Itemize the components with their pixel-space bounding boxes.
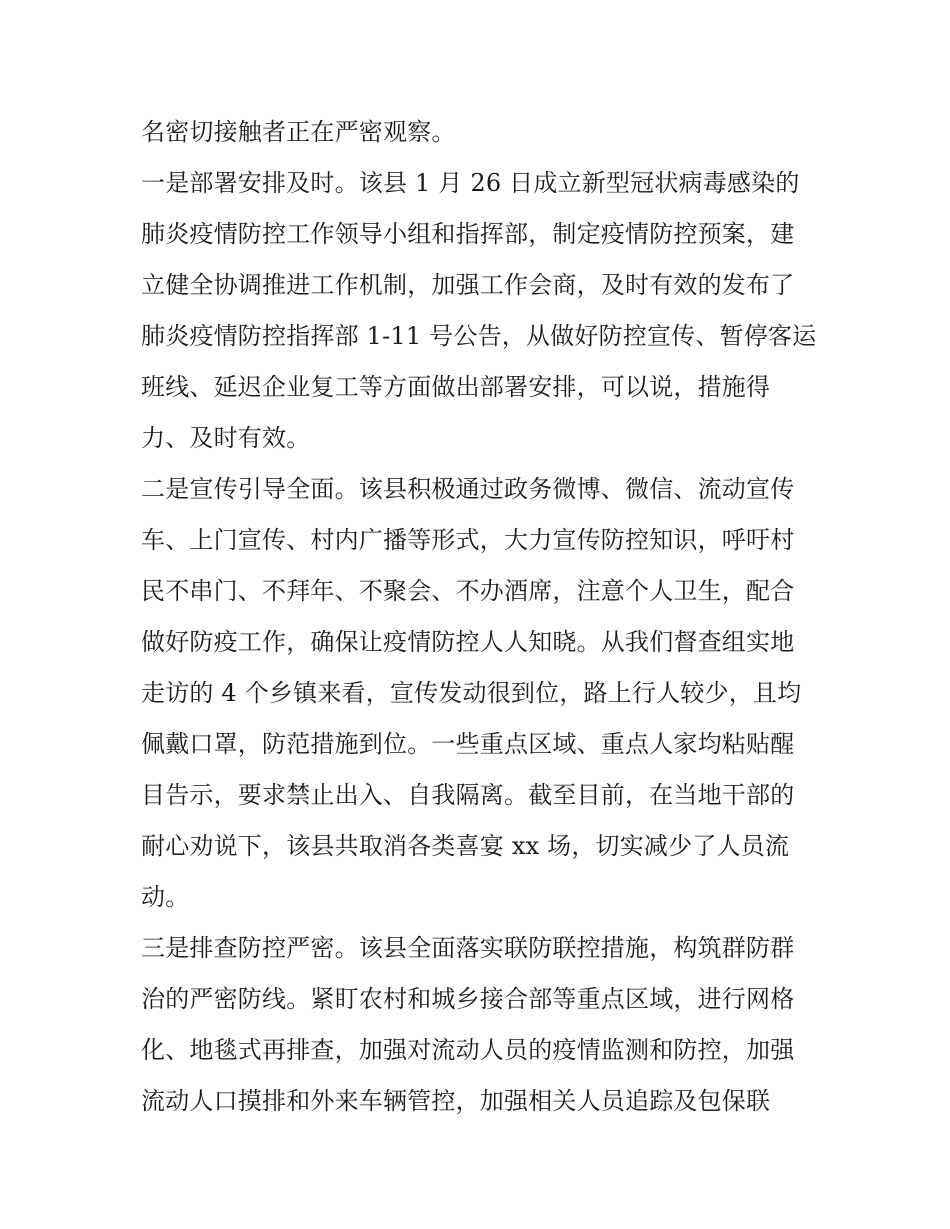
text-line: 一是部署安排及时。该县 1 月 26 日成立新型冠状病毒感染的 (141, 169, 800, 197)
text-line: 动。 (141, 883, 190, 911)
text-line: 三是排查防控严密。该县全面落实联防联控措施，构筑群防群 (141, 934, 795, 962)
text-line: 名密切接触者正在严密观察。 (141, 118, 456, 146)
text-line: 肺炎疫情防控指挥部 1-11 号公告，从做好防控宣传、暂停客运 (141, 322, 817, 350)
text-line: 治的严密防线。紧盯农村和城乡接合部等重点区域，进行网格 (141, 985, 795, 1013)
text-line: 走访的 4 个乡镇来看，宣传发动很到位，路上行人较少，且均 (141, 679, 802, 707)
text-line: 肺炎疫情防控工作领导小组和指挥部，制定疫情防控预案，建 (141, 220, 795, 248)
text-line: 耐心劝说下，该县共取消各类喜宴 xx 场，切实减少了人员流 (141, 832, 790, 860)
text-line: 力、及时有效。 (141, 424, 311, 452)
body-text (141, 107, 821, 1127)
text-line: 化、地毯式再排查，加强对流动人员的疫情监测和防控，加强 (141, 1036, 795, 1064)
text-line: 车、上门宣传、村内广播等形式，大力宣传防控知识，呼吁村 (141, 526, 795, 554)
text-line: 佩戴口罩，防范措施到位。一些重点区域、重点人家均粘贴醒 (141, 730, 795, 758)
text-line: 二是宣传引导全面。该县积极通过政务微博、微信、流动宣传 (141, 475, 795, 503)
text-line: 民不串门、不拜年、不聚会、不办酒席，注意个人卫生，配合 (141, 577, 795, 605)
text-line: 立健全协调推进工作机制，加强工作会商，及时有效的发布了 (141, 271, 795, 299)
text-line: 做好防疫工作，确保让疫情防控人人知晓。从我们督查组实地 (141, 628, 795, 656)
text-line: 班线、延迟企业复工等方面做出部署安排，可以说，措施得 (141, 373, 771, 401)
text-line: 目告示，要求禁止出入、自我隔离。截至目前，在当地干部的 (141, 781, 795, 809)
text-line: 流动人口摸排和外来车辆管控，加强相关人员追踪及包保联 (141, 1087, 771, 1115)
